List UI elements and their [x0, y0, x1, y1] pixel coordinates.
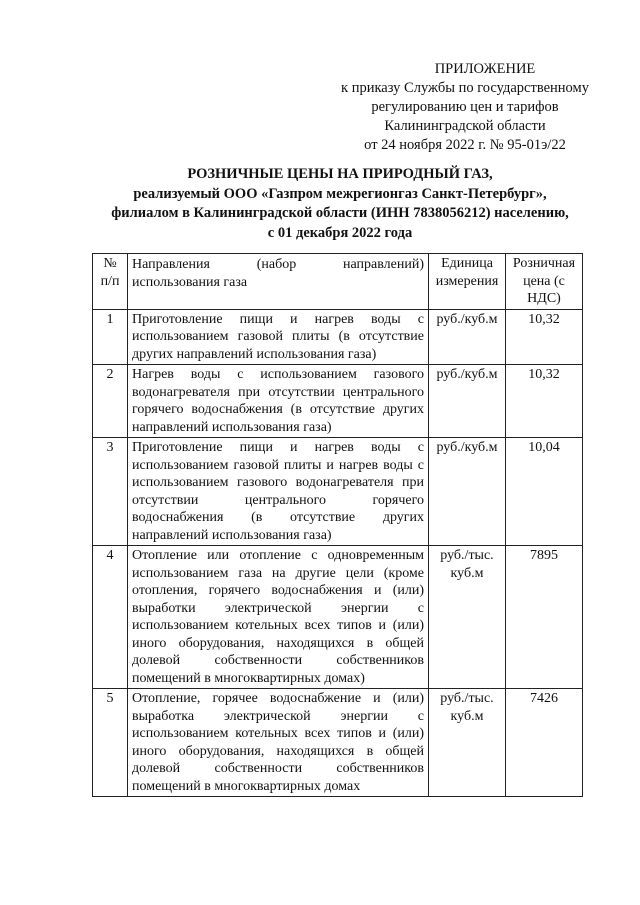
title-line: реализуемый ООО «Газпром межрегионгаз Санкт-Петербург»,: [133, 185, 547, 202]
header-price: Розничная цена (с НДС): [506, 254, 583, 310]
appendix-line: к приказу Службы по государственному: [341, 80, 589, 96]
table-row: [93, 546, 583, 689]
appendix-line: регулированию цен и тарифов: [371, 99, 559, 115]
row-price: 10,32: [506, 365, 583, 438]
row-direction: Нагрев воды с использованием газового водонагревателя при отсутствии центрального горячего водоснабжения (в отсутствие других направлений использования газа): [128, 365, 429, 438]
row-direction: Приготовление пищи и нагрев воды с использованием газовой плиты (в отсутствие других направлений использования газа): [128, 309, 429, 365]
table-header-row: [93, 254, 583, 310]
title-line: с 01 декабря 2022 года: [267, 224, 413, 241]
appendix-line: от 24 ноября 2022 г. № 95-01э/22: [364, 137, 566, 153]
row-num: 3: [93, 438, 128, 546]
row-unit: руб./куб.м: [429, 309, 506, 365]
row-unit: руб./куб.м: [429, 365, 506, 438]
header-direction: Направления (набор направлений) использования газа: [128, 254, 429, 310]
table-row: [93, 365, 583, 438]
header-unit: Единица измерения: [429, 254, 506, 310]
row-price: 7895: [506, 546, 583, 689]
row-price: 10,04: [506, 438, 583, 546]
appendix-line: Калининградской области: [384, 118, 546, 134]
title-line: РОЗНИЧНЫЕ ЦЕНЫ НА ПРИРОДНЫЙ ГАЗ,: [187, 166, 493, 182]
row-direction: Отопление, горячее водоснабжение и (или) выработка электрической энергии с использованием котельных всех типов и (или) иного оборудования, находящихся в общей долевой собственности собственников помещений в многоквартирных домах: [128, 689, 429, 797]
appendix-heading: ПРИЛОЖЕНИЕ: [434, 61, 536, 77]
price-table: [92, 253, 583, 797]
row-price: 10,32: [506, 309, 583, 365]
table-row: [93, 309, 583, 365]
document-title: [60, 165, 620, 243]
row-num: 4: [93, 546, 128, 689]
table-row: [93, 438, 583, 546]
title-line: филиалом в Калининградской области (ИНН 7838056212) населению,: [111, 205, 569, 221]
row-direction: Отопление или отопление с одновременным использованием газа на другие цели (кроме отопления, горячего водоснабжения и (или) выработки электрической энергии с использованием котельных всех типов и (или) иного оборудования, находящихся в общей долевой собственности собственников помещений в многоквартирных домах): [128, 546, 429, 689]
row-unit: руб./тыс. куб.м: [429, 689, 506, 797]
row-num: 5: [93, 689, 128, 797]
row-direction: Приготовление пищи и нагрев воды с использованием газовой плиты и нагрев воды с использованием газового водонагревателя при отсутствии центрального горячего водоснабжения (в отсутствие других направлений использования газа): [128, 438, 429, 546]
row-num: 1: [93, 309, 128, 365]
appendix-block: [330, 60, 600, 155]
row-price: 7426: [506, 689, 583, 797]
row-num: 2: [93, 365, 128, 438]
table-row: [93, 689, 583, 797]
header-num: № п/п: [93, 254, 128, 310]
row-unit: руб./тыс. куб.м: [429, 546, 506, 689]
row-unit: руб./куб.м: [429, 438, 506, 546]
